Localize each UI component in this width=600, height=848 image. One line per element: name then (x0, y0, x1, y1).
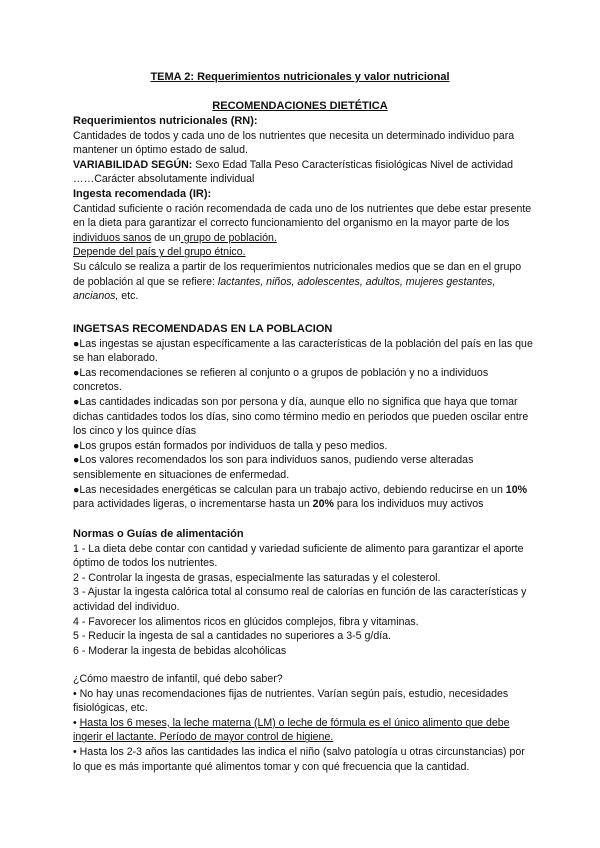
variabilidad-text: Sexo Edad Talla Peso Características fisiológicas Nivel de actividad ……Carácter absolutamente individual (73, 158, 514, 186)
rn-heading: Requerimientos nutricionales (RN): (73, 115, 258, 127)
maestro-section (73, 672, 533, 774)
normas-heading: Normas o Guías de alimentación (73, 528, 244, 540)
ir-individuos-sanos: individuos sanos (73, 231, 152, 244)
ingestas-pct-20: 20% (312, 498, 334, 511)
ir-calculo (73, 260, 533, 304)
section-title: RECOMENDACIONES DIETÉTICA (212, 100, 388, 112)
maestro-item-1: • No hay unas recomendaciones fijas de nutrientes. Varían según país, estudio, necesidades fisiológicas, etc. (73, 687, 509, 715)
ingestas-last-before: ●Las necesidades energéticas se calculan para un trabajo activo, debiendo reducirse en un (73, 483, 506, 496)
ingestas-bullet-2: ●Las recomendaciones se refieren al conjunto o a grupos de población y no a individuos concretos. (73, 366, 489, 394)
variabilidad-paragraph (73, 158, 533, 187)
tema-title: TEMA 2: Requerimientos nutricionales y valor nutricional (150, 71, 450, 83)
maestro-item-2 (73, 716, 533, 745)
ir-calculo-italic: lactantes, niños, adolescentes, adultos, mujeres gestantes, ancianos, (73, 275, 496, 303)
normas-item-3: 3 - Ajustar la ingesta calórica total al consumo real de calorías en función de las características y actividad del individuo. (73, 586, 527, 613)
normas-section (73, 527, 533, 658)
ingestas-bullet-6 (73, 483, 533, 512)
ingestas-bullet-3: ●Las cantidades indicadas son por persona y día, aunque ello no significa que haya que tomar dichas cantidades todos los días, sino como término medio en periodos que pueden oscilar entre los cinco y los quince días (73, 395, 529, 438)
ingestas-section (73, 322, 533, 512)
ingestas-bullet-1: ●Las ingestas se ajustan específicamente a las características de la población del país en las que se han elaborado. (73, 337, 533, 365)
variabilidad-label: VARIABILIDAD SEGÚN: (73, 158, 193, 171)
maestro-item-3: • Hasta los 2-3 años las cantidades las indica el niño (salvo patología u otras circunstancias) por lo que es más importante qué alimentos tomar y con qué frecuencia que la cantidad. (73, 745, 525, 773)
ir-grupo-poblacion: grupo de población. (180, 231, 277, 244)
ingestas-bullet-4: ●Los grupos están formados por individuos de talla y peso medios. (73, 439, 388, 452)
normas-item-2: 2 - Controlar la ingesta de grasas, especialmente las saturadas y el colesterol. (73, 571, 441, 584)
ir-calculo-text: Su cálculo se realiza a partir de los requerimientos nutricionales medios que se dan en el grupo de población al que se refiere: (73, 260, 522, 288)
rn-section (73, 114, 533, 304)
normas-item-1: 1 - La dieta debe contar con cantidad y variedad suficiente de alimento para garantizar el aporte óptimo de todos los nutrientes. (73, 542, 524, 570)
ir-text (73, 202, 533, 246)
maestro-question: ¿Cómo maestro de infantil, qué debo saber? (73, 673, 283, 685)
ingestas-last-mid: para actividades ligeras, o incrementarse hasta un (73, 498, 313, 511)
normas-item-4: 4 - Favorecer los alimentos ricos en glúcidos complejos, fibra y vitaminas. (73, 615, 419, 628)
normas-item-5: 5 - Reducir la ingesta de sal a cantidades no superiores a 3-5 g/día. (73, 630, 392, 643)
normas-item-6: 6 - Moderar la ingesta de bebidas alcohólicas (73, 644, 287, 657)
rn-text: Cantidades de todos y cada uno de los nutrientes que necesita un determinado individuo para mantener un óptimo estado de salud. (73, 129, 515, 157)
ingestas-pct-10: 10% (505, 483, 527, 496)
ingestas-last-end: para los individuos muy activos (333, 498, 484, 511)
maestro-item-2-text: Hasta los 6 meses, la leche materna (LM) o leche de fórmula es el único alimento que debe ingerir el lactante. Período de mayor control de higiene. (73, 716, 510, 744)
ir-calculo-end: etc. (118, 290, 139, 303)
ingestas-bullet-5: ●Los valores recomendados los son para individuos sanos, pudiendo verse alteradas sensiblemente en situaciones de enfermedad. (73, 454, 474, 481)
ir-depende: Depende del país y del grupo étnico. (73, 246, 246, 259)
ingestas-heading: INGETSAS RECOMENDADAS EN LA POBLACION (73, 323, 333, 335)
ir-text-mid: de un (151, 231, 181, 244)
ir-text-before: Cantidad suficiente o ración recomendada de cada uno de los nutrientes que debe estar presente en la dieta para garantizar el correcto funcionamiento del organismo en la mayor parte de los (73, 202, 532, 230)
maestro-item-2-bullet: • (73, 716, 80, 729)
ir-heading: Ingesta recomendada (IR): (73, 187, 212, 200)
